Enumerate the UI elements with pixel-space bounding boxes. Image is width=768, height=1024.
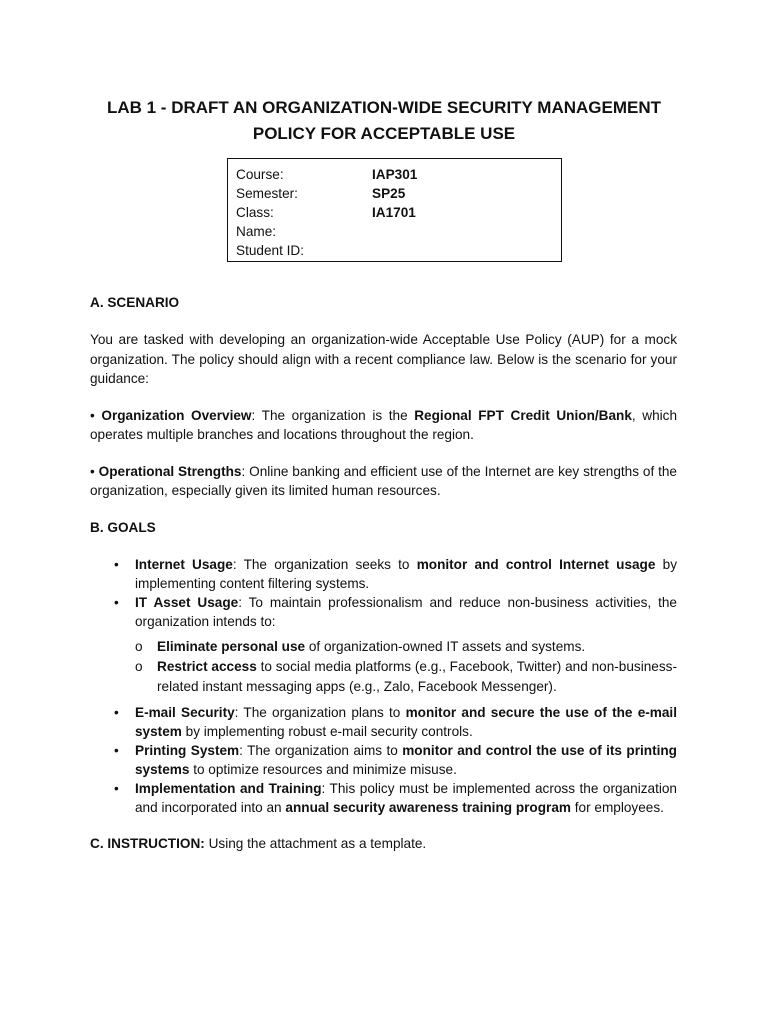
bullet-icon: • [114,742,119,758]
instruction-text: Using the attachment as a template. [204,835,427,851]
goal-text: : The organization plans to [234,704,406,720]
course-info-box [227,158,562,262]
bullet-icon: • [114,556,119,572]
info-value: IAP301 [372,167,418,182]
instruction-line [90,834,677,854]
goal-label: Internet Usage [135,556,233,572]
overview-label: Organization Overview [101,407,252,423]
sub-item-label: Restrict access [157,658,257,674]
overview-text-a: : The organization is the [251,407,415,423]
info-label: Student ID: [236,243,305,258]
bullet-icon: • [90,463,95,479]
info-row-class [236,203,561,222]
goal-label: E-mail Security [135,704,235,720]
goal-emphasis: monitor and control Internet usage [416,556,656,572]
goal-text: : The organization seeks to [232,556,417,572]
instruction-heading: C. INSTRUCTION: [90,835,205,851]
goal-label: IT Asset Usage [135,594,239,610]
document-title [60,95,708,147]
sub-item-restrict-access [135,657,677,697]
goal-implementation-training [90,779,677,817]
info-label: Name: [236,224,277,239]
goal-emphasis: monitor and control the use of its printing systems [135,742,677,777]
info-value: SP25 [372,186,406,201]
document-body [90,293,677,853]
bullet-icon: • [114,704,119,720]
info-label: Class: [236,205,274,220]
info-row-name [236,222,561,241]
goal-printing-system [90,741,677,779]
info-row-semester [236,184,561,203]
goal-text: : To maintain professionalism and reduce non-business activities, the organization intends to: [135,594,677,629]
goals-list [90,555,677,817]
bullet-icon: • [114,594,119,610]
goal-text: : This policy must be implemented across the organization and incorporated into an [135,780,677,815]
scenario-heading: A. SCENARIO [90,295,180,310]
goal-text: for employees. [570,799,664,815]
sub-item-eliminate-personal-use [135,637,677,657]
bullet-icon: • [90,407,95,423]
goal-text: by implementing robust e-mail security controls. [181,723,473,739]
sub-bullet-icon: o [135,638,143,654]
goal-label: Printing System [135,742,240,758]
goal-internet-usage [90,555,677,593]
title-line-1: LAB 1 - DRAFT AN ORGANIZATION-WIDE SECURITY MANAGEMENT [106,98,662,117]
goals-heading: B. GOALS [90,519,156,535]
info-value: IA1701 [372,205,416,220]
strengths-label: Operational Strengths [98,463,242,479]
sub-bullet-icon: o [135,658,143,674]
organization-name: Regional FPT Credit Union/Bank [414,407,632,423]
asset-sub-list [135,637,677,697]
bullet-icon: • [114,780,119,796]
title-line-2: POLICY FOR ACCEPTABLE USE [252,124,516,143]
goal-emphasis: annual security awareness training program [285,799,571,815]
info-row-student-id [236,241,561,260]
strengths-text: : Online banking and efficient use of the Internet are key strengths of the organization, especially given its limited human resources. [90,463,677,498]
goal-it-asset-usage [90,593,677,697]
overview-text-b: , which operates multiple branches and locations throughout the region. [90,407,678,442]
sub-item-text: to social media platforms (e.g., Facebook, Twitter) and non-business-related instant messaging apps (e.g., Zalo, Facebook Messenger). [157,658,677,694]
scenario-strengths [90,462,677,501]
goal-email-security [90,703,677,741]
goal-text: to optimize resources and minimize misuse. [189,761,457,777]
sub-item-text: of organization-owned IT assets and systems. [305,638,586,654]
sub-item-label: Eliminate personal use [157,638,306,654]
goal-label: Implementation and Training [135,780,322,796]
scenario-overview [90,406,677,445]
goal-text: by implementing content filtering systems. [135,556,677,591]
info-label: Course: [236,167,284,182]
goal-emphasis: monitor and secure the use of the e-mail system [135,704,677,739]
goal-text: : The organization aims to [239,742,403,758]
scenario-intro: You are tasked with developing an organization-wide Acceptable Use Policy (AUP) for a mock organization. The policy should align with a recent compliance law. Below is the scenario for your guidance: [90,332,677,386]
info-label: Semester: [236,186,298,201]
info-row-course [236,165,561,184]
